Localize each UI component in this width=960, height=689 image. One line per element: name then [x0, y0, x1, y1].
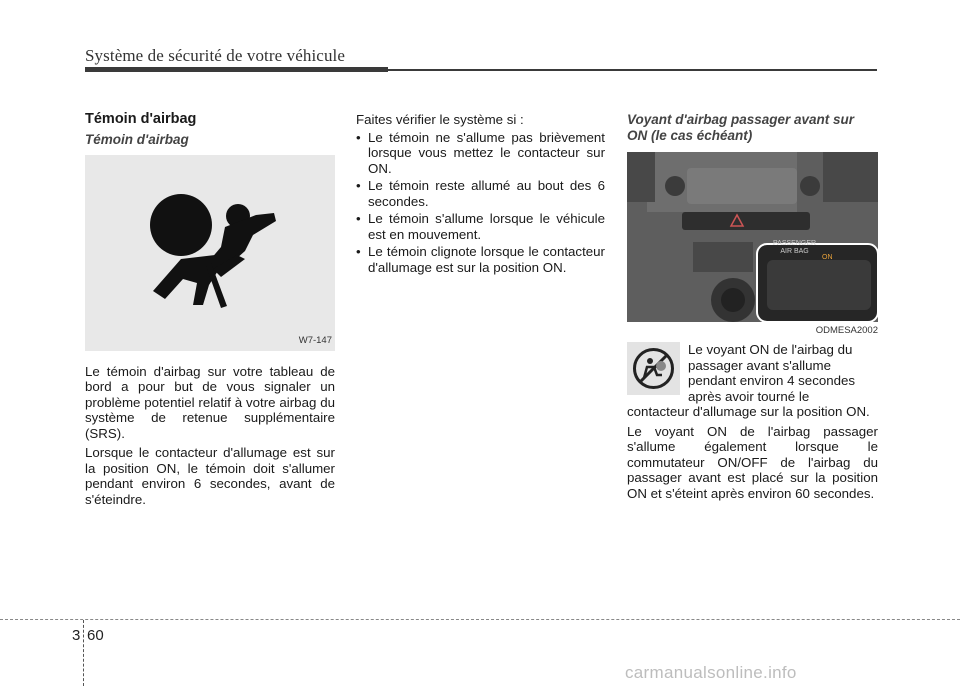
no-airbag-icon: [627, 342, 680, 395]
page-header-title: Système de sécurité de votre véhicule: [85, 46, 346, 65]
paragraph: Le voyant ON de l'airbag passager s'allume également lorsque le commutateur ON/OFF de l'airbag du passager avant est placé sur la position ON et s'éteint après environ 60 secondes.: [627, 423, 878, 501]
header-rule-thick: [85, 67, 388, 72]
column-right: [627, 112, 878, 505]
inset-on-label: ON: [822, 254, 833, 261]
footer-divider: [83, 620, 85, 686]
inset-label: PASSENGER AIR BAG: [773, 240, 817, 255]
column-middle: [356, 112, 605, 277]
figure-caption-heading: Témoin d'airbag: [85, 131, 189, 147]
console-illustration: [627, 152, 878, 322]
checklist: [356, 130, 605, 276]
airbag-warning-figure: [85, 155, 335, 351]
passenger-airbag-off-icon: [627, 342, 680, 395]
section-heading: Voyant d'airbag passager avant sur ON (le cas échéant): [627, 112, 855, 143]
footer-rule: [0, 619, 960, 620]
airbag-warning-icon: [85, 155, 335, 351]
text-line: Le voyant ON de l'airbag du: [688, 342, 853, 357]
page-number: 60: [87, 627, 104, 644]
text-line: pendant environ 4 secondes: [688, 373, 856, 388]
list-item: • Le témoin s'allume lorsque le véhicule est en mouvement.: [356, 211, 605, 242]
list-item: • Le témoin clignote lorsque le contacteur d'allumage est sur la position ON.: [356, 244, 605, 275]
watermark: carmanualsonline.info: [625, 663, 797, 682]
text-line: passager avant s'allume: [688, 357, 831, 373]
paragraph: Le témoin d'airbag sur votre tableau de bord a pour but de vous signaler un problème potentiel relatif à votre airbag du système de retenue supplémentaire (SRS).: [85, 363, 335, 441]
text-line: après avoir tourné le: [688, 388, 810, 404]
section-heading: Témoin d'airbag: [85, 111, 197, 127]
figure-code: ODMESA2002: [815, 325, 878, 336]
passenger-airbag-indicator-block: [627, 342, 878, 420]
header-rule-thin: [388, 69, 877, 71]
list-item: • Le témoin ne s'allume pas brièvement lorsque vous mettez le contacteur sur ON.: [356, 130, 605, 177]
figure-code-bar: [627, 322, 878, 336]
text-line: contacteur d'allumage sur la position ON.: [627, 404, 870, 419]
checklist-intro: Faites vérifier le système si :: [356, 112, 524, 127]
paragraph: Lorsque le contacteur d'allumage est sur la position ON, le témoin doit s'allumer pendant environ 6 secondes, avant de s'éteindre.: [85, 445, 335, 507]
figure-code: W7-147: [298, 335, 332, 346]
dashboard-photo: [627, 152, 878, 322]
chapter-number: 3: [72, 627, 81, 644]
column-left: [85, 112, 335, 511]
list-item: • Le témoin reste allumé au bout des 6 secondes.: [356, 178, 605, 209]
